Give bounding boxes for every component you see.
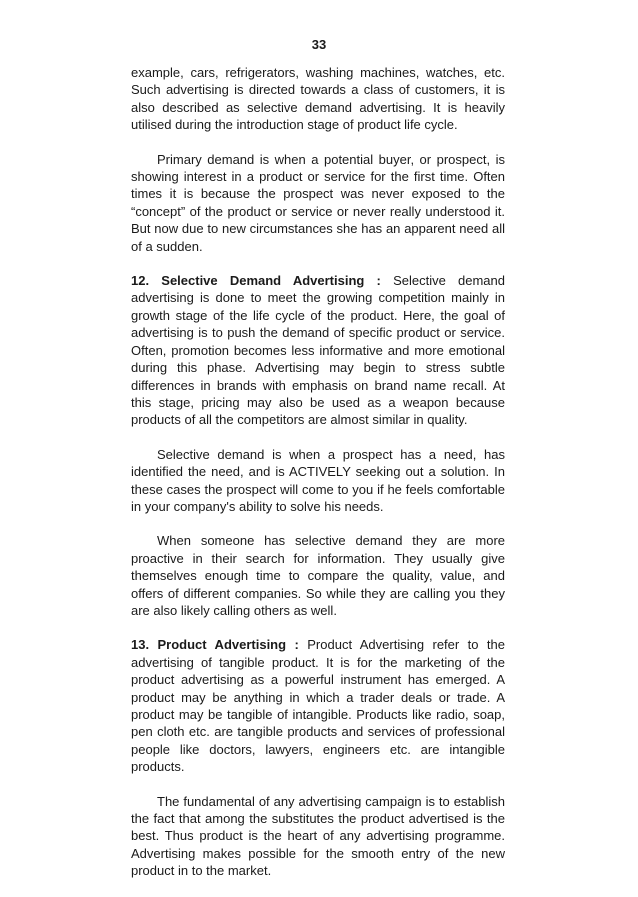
section-product-advertising [131, 636, 505, 775]
section-body-product-advertising: Product Advertising refer to the advertising of tangible product. It is for the marketing of the product advertising as a powerful instrument has emerged. A product may be anything in which a trader deals or trade. A product may be tangible of intangible. Products like radio, soap, pen cloth etc. are tangible products and services of professional people like doctors, lawyers, engineers etc. are intangible products. [131, 637, 505, 775]
paragraph-1: example, cars, refrigerators, washing machines, watches, etc. Such advertising is directed towards a class of customers, it is also described as selective demand advertising. It is heavily utilised during the introduction stage of product life cycle. [131, 65, 505, 133]
section-body-selective-demand: Selective demand advertising is done to meet the growing competition mainly in growth stage of the life cycle of the product. Here, the goal of advertising is to push the demand of specific product or service. Often, promotion becomes less informative and more emotional during this phase. Advertising may begin to stress subtle differences in brands with emphasis on brand name recall. At this stage, pricing may also be used as a weapon because products of all the competitors are almost similar in quality. [131, 273, 505, 428]
section-heading-product-advertising: 13. Product Advertising : [131, 637, 299, 653]
paragraph-fundamental: The fundamental of any advertising campaign is to establish the fact that among the substitutes the product advertised is the best. Thus product is the heart of any advertising programme. Advertising makes possible for the smooth entry of the new product in to the market. [131, 793, 505, 879]
paragraph-selective-demand-proactive: When someone has selective demand they are more proactive in their search for information. They usually give themselves enough time to compare the quality, value, and offers of different companies. So while they are calling you they are also likely calling others as well. [131, 533, 505, 618]
page-number: 33 [311, 37, 327, 52]
page-body [131, 64, 505, 897]
section-heading-selective-demand: 12. Selective Demand Advertising : [131, 273, 381, 289]
paragraph-selective-demand-need: Selective demand is when a prospect has a need, has identified the need, and is ACTIVELY seeking out a solution. In these cases the prospect will come to you if he feels comfortable in your company's ability to solve his needs. [131, 446, 505, 514]
section-selective-demand-advertising [131, 272, 505, 429]
paragraph-primary-demand: Primary demand is when a potential buyer, or prospect, is showing interest in a product or service for the first time. Often times it is because the prospect was never exposed to the “concept” of the product or service or never really understood it. But now due to new circumstances she has an apparent need all of a sudden. [131, 151, 505, 254]
